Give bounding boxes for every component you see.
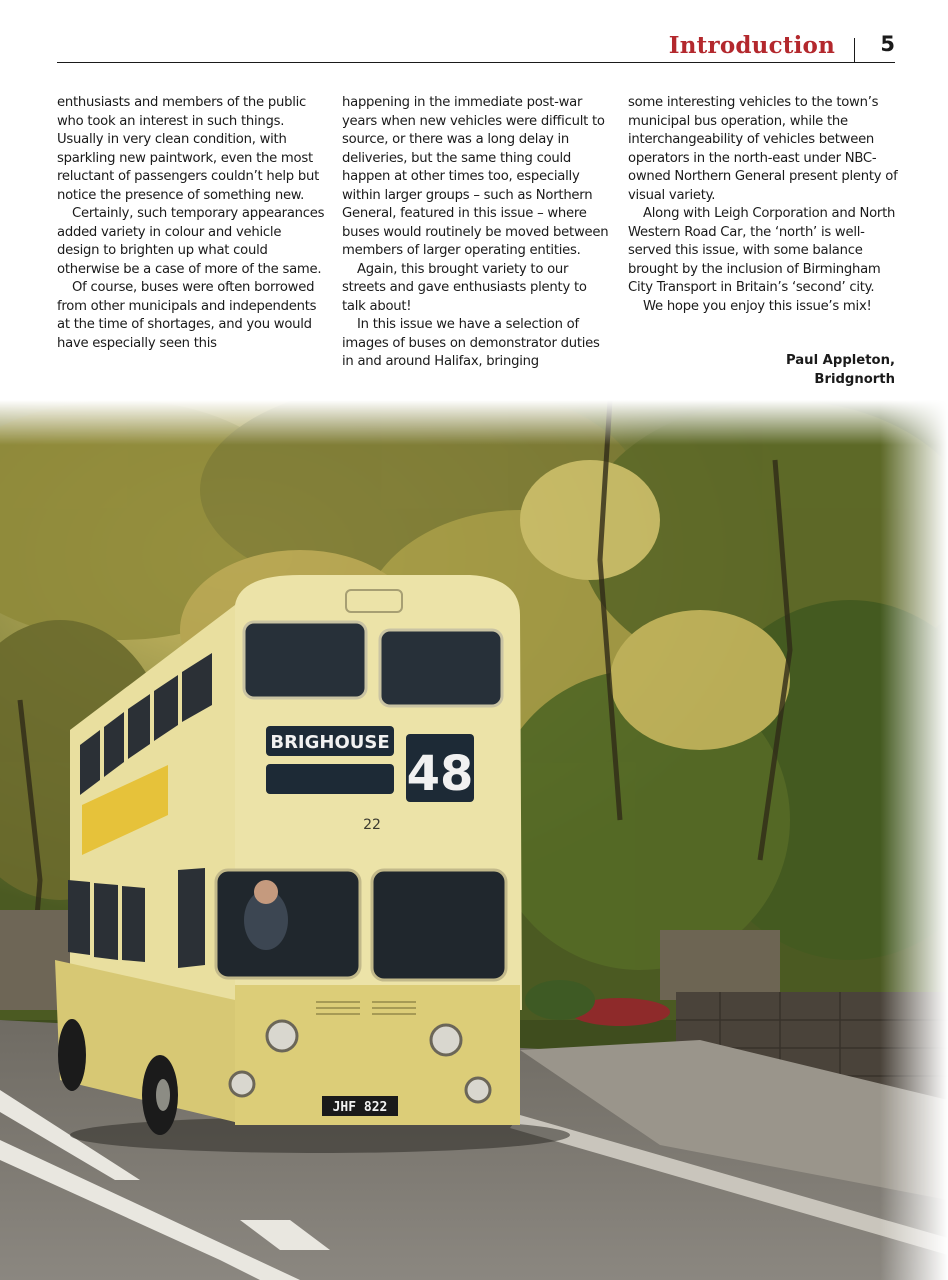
paragraph: Of course, buses were often borrowed from other municipals and independents at the time of shortages, and you would have especially seen this — [57, 280, 317, 351]
paragraph: Again, this brought variety to our streets and gave enthusiasts plenty to talk about! — [342, 261, 587, 314]
paragraph: We hope you enjoy this issue’s mix! — [643, 298, 872, 314]
author-name: Paul Appleton, — [785, 353, 895, 368]
paragraph: happening in the immediate post-war years when new vehicles were difficult to source, or there was a long delay in deliveries, but the same thing could happen at other times too, especially within larger groups – such as Northern General, featured in this issue – where buses would routinely be moved between members of larger operating entities. — [342, 95, 609, 258]
text-column-1 — [57, 94, 327, 353]
text-column-2 — [342, 94, 612, 372]
bus-photograph — [0, 400, 948, 1280]
author-signature — [786, 352, 895, 389]
registration-text: JHF 822 — [332, 1100, 388, 1115]
paragraph: In this issue we have a selection of images of buses on demonstrator duties in and around Halifax, bringing — [342, 317, 600, 369]
author-location: Bridgnorth — [814, 371, 895, 387]
destination-text: BRIGHOUSE — [270, 732, 390, 753]
paragraph: Along with Leigh Corporation and North Western Road Car, the ‘north’ is well-served this issue, with some balance brought by the inclusion of Birmingham City Transport in Britain’s ‘second’ city. — [628, 206, 896, 295]
paragraph: enthusiasts and members of the public who took an interest in such things. Usually in very clean condition, with sparkling new paintwork, even the most reluctant of passengers couldn’t help but notice the presence of something new. — [57, 95, 319, 203]
header-divider — [854, 38, 856, 62]
page-number: 5 — [880, 32, 895, 56]
fleet-number: 22 — [363, 817, 381, 833]
route-number: 48 — [406, 746, 474, 802]
section-title: Introduction — [668, 32, 835, 59]
paragraph: some interesting vehicles to the town’s municipal bus operation, while the interchangeability of vehicles between operators in the north-east under NBC-owned Northern General present plenty of visual variety. — [628, 95, 898, 203]
paragraph: Certainly, such temporary appearances added variety in colour and vehicle design to brighten up what could otherwise be a case of more of the same. — [57, 206, 325, 277]
page-header — [57, 30, 895, 63]
text-column-3 — [628, 94, 898, 316]
